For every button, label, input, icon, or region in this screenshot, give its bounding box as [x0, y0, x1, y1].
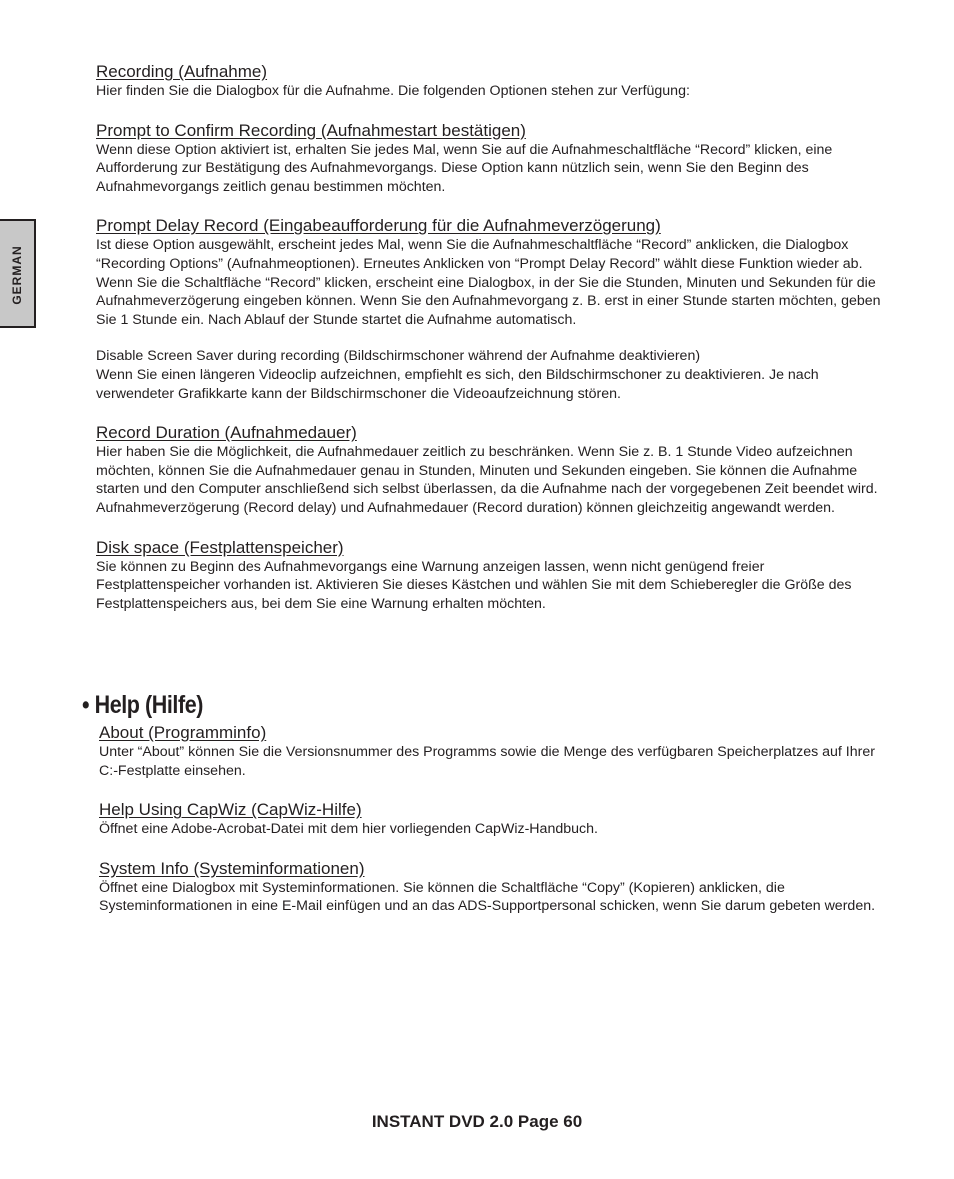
help-title: • Help (Hilfe) [82, 691, 203, 719]
section-paragraph: Unter “About” können Sie die Versionsnummer des Programms sowie die Menge des verfügbaren Speicherplatzes auf Ihrer C:-Festplatte einsehen. [99, 744, 875, 779]
spacer [96, 329, 886, 347]
section-disk-space [96, 538, 886, 614]
section-paragraph: Wenn diese Option aktiviert ist, erhalten Sie jedes Mal, wenn Sie auf die Aufnahmeschaltfläche “Record” klicken, eine Aufforderung zur Bestätigung des Aufnahmevorgangs. Diese Option kann nützlich sein, wenn Sie den Beginn des Aufnahmevorgangs zeitlich genau bestimmen möchten. [96, 141, 833, 195]
help-content [99, 723, 889, 936]
section-prompt-confirm [96, 121, 886, 197]
section-heading: System Info (Systeminformationen) [99, 858, 365, 878]
section-heading: Recording (Aufnahme) [96, 62, 268, 81]
section-subheading: Disable Screen Saver during recording (Bildschirmschoner während der Aufnahme deaktivieren) [96, 348, 701, 365]
section-paragraph: Ist diese Option ausgewählt, erscheint jedes Mal, wenn Sie die Aufnahmeschaltfläche “Record” anklicken, die Dialogbox “Recording Options” (Aufnahmeoptionen). Erneutes Anklicken von “Prompt Delay Record” wählt diese Funktion wieder ab. [96, 237, 863, 272]
section-system-info [99, 859, 889, 916]
section-heading: Help Using CapWiz (CapWiz-Hilfe) [99, 800, 362, 820]
recording-content [96, 62, 886, 633]
section-help-capwiz [99, 800, 889, 839]
section-record-duration [96, 423, 886, 517]
section-heading: Prompt to Confirm Recording (Aufnahmestart bestätigen) [96, 120, 526, 140]
section-about [99, 723, 889, 780]
section-paragraph: Sie können zu Beginn des Aufnahmevorgangs eine Warnung anzeigen lassen, wenn nicht genügend freier Festplattenspeicher vorhanden ist. Aktivieren Sie dieses Kästchen und wählen Sie mit dem Schieberegler die Größe des Festplattenspeichers aus, bei dem Sie eine Warnung erhalten möchten. [96, 558, 852, 612]
section-heading: About (Programminfo) [99, 723, 267, 742]
page-footer: INSTANT DVD 2.0 Page 60 [371, 1112, 583, 1131]
section-paragraph: Hier haben Sie die Möglichkeit, die Aufnahmedauer zeitlich zu beschränken. Wenn Sie z. B. 1 Stunde Video aufzeichnen möchten, können Sie die Aufnahmedauer genau in Stunden, Minuten und Sekunden eingeben. Sie können die Aufnahme starten und den Computer anschließend sich selbst überlassen, da die Aufnahme nach der vorgegebenen Zeit beendet wird. Aufnahmeverzögerung (Record delay) und Aufnahmedauer (Record duration) können gleichzeitig angewandt werden. [96, 444, 878, 516]
section-paragraph: Wenn Sie einen längeren Videoclip aufzeichnen, empfiehlt es sich, den Bildschirmschoner zu deaktivieren. Je nach verwendeter Grafikkarte kann der Bildschirmschoner die Videoaufzeichnung stören. [96, 366, 819, 402]
section-paragraph: Öffnet eine Adobe-Acrobat-Datei mit dem hier vorliegenden CapWiz-Handbuch. [99, 821, 598, 838]
section-prompt-delay [96, 216, 886, 403]
language-side-tab [0, 219, 36, 328]
section-heading: Prompt Delay Record (Eingabeaufforderung für die Aufnahmeverzögerung) [96, 216, 661, 236]
section-paragraph: Öffnet eine Dialogbox mit Systeminformationen. Sie können die Schaltfläche “Copy” (Kopieren) anklicken, die Systeminformationen in eine E-Mail einfügen und an das ADS-Supportpersonal schicken, wenn Sie darum gebeten werden. [99, 879, 876, 915]
side-tab-label: GERMAN [10, 245, 24, 305]
section-paragraph: Hier finden Sie die Dialogbox für die Aufnahme. Die folgenden Optionen stehen zur Verfügung: [96, 83, 690, 99]
section-heading: Disk space (Festplattenspeicher) [96, 537, 344, 557]
section-paragraph: Wenn Sie die Schaltfläche “Record” klicken, erscheint eine Dialogbox, in der Sie die Stunden, Minuten und Sekunden für die Aufnahmeverzögerung eingeben können. Wenn Sie den Aufnahmevorgang z. B. erst in einer Stunde starten möchten, geben Sie 1 Stunde ein. Nach Ablauf der Stunde startet die Aufnahme automatisch. [96, 274, 881, 328]
section-recording [96, 62, 886, 101]
section-heading: Record Duration (Aufnahmedauer) [96, 423, 357, 443]
